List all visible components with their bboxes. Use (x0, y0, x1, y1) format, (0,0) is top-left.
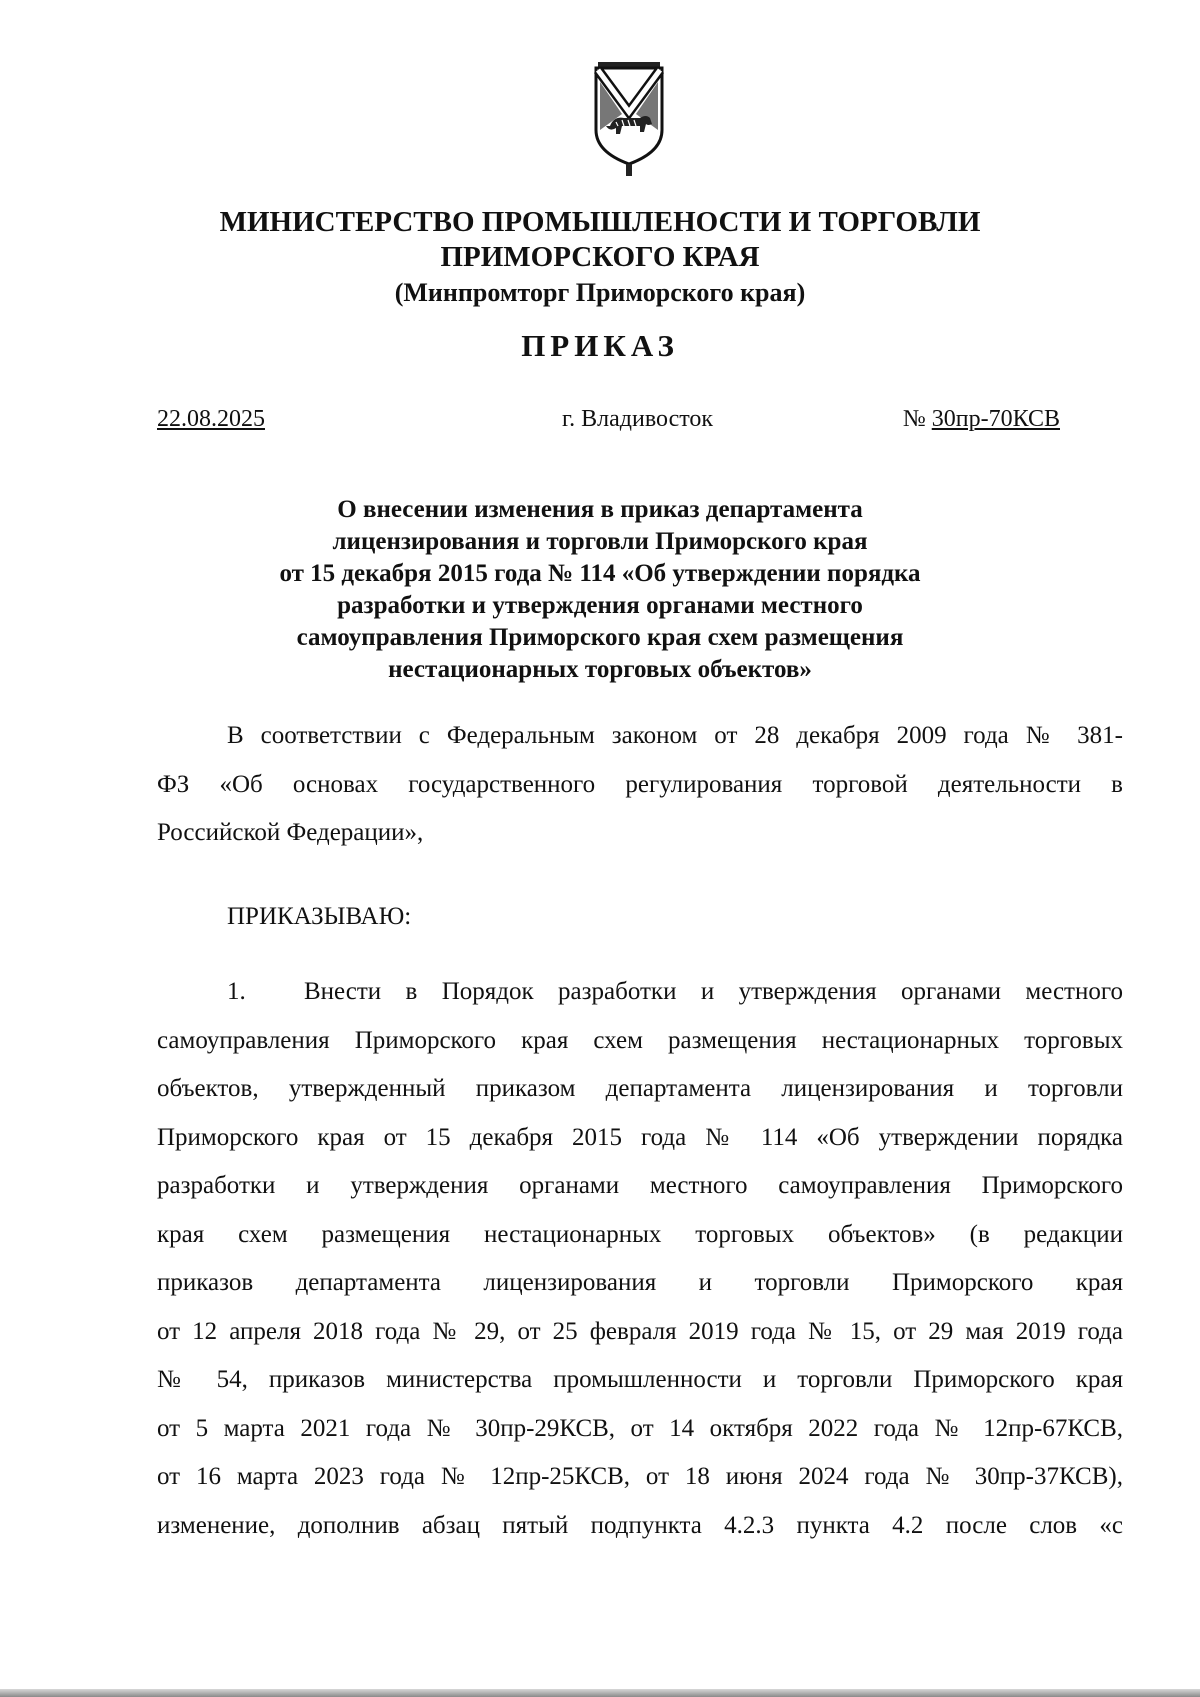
item-line: от 16 марта 2023 года № 12пр-25КСВ, от 18 июня 2024 года № 30пр-37КСВ), (157, 1463, 1123, 1490)
document-subject (0, 494, 1200, 686)
preamble-line: Российской Федерации», (157, 819, 424, 846)
scan-bottom-edge (0, 1689, 1200, 1697)
item-number: 1. (227, 978, 246, 1005)
subject-line: лицензирования и торговли Приморского края (332, 528, 868, 555)
item-line: № 54, приказов министерства промышленности и торговли Приморского края (157, 1366, 1123, 1393)
subject-line: разработки и утверждения органами местного (337, 592, 863, 619)
preamble-line: ФЗ «Об основах государственного регулирования торговой деятельности в (157, 770, 1123, 798)
subject-line: самоуправления Приморского края схем размещения (296, 624, 904, 651)
ministry-line-1: МИНИСТЕРСТВО ПРОМЫШЛЕНОСТИ И ТОРГОВЛИ (219, 206, 981, 238)
document-type-title: ПРИКАЗ (521, 328, 679, 363)
item-line: от 12 апреля 2018 года № 29, от 25 февраля 2019 года № 15, от 29 мая 2019 года (157, 1317, 1123, 1345)
coat-of-arms-icon (592, 60, 666, 178)
document-number (903, 406, 1060, 433)
document-date: 22.08.2025 (157, 406, 265, 432)
number-value: 30пр-70КСВ (931, 406, 1060, 432)
item-line: изменение, дополнив абзац пятый подпункта 4.2.3 пункта 4.2 после слов «с (157, 1511, 1123, 1539)
subject-line: нестационарных торговых объектов» (388, 656, 812, 683)
item-line: самоуправления Приморского края схем размещения нестационарных торговых (157, 1026, 1123, 1054)
item-line: края схем размещения нестационарных торговых объектов» (в редакции (157, 1220, 1123, 1248)
number-prefix: № (902, 406, 932, 432)
preamble-paragraph (157, 712, 1123, 858)
subject-line: О внесении изменения в приказ департамента (337, 496, 863, 523)
document-meta-row (157, 406, 1060, 436)
item-line: от 5 марта 2021 года № 30пр-29КСВ, от 14 октября 2022 года № 12пр-67КСВ, (157, 1414, 1123, 1442)
item-line: объектов, утвержденный приказом департамента лицензирования и торговли (157, 1075, 1123, 1102)
order-word-paragraph (157, 893, 1123, 942)
order-word: ПРИКАЗЫВАЮ: (227, 903, 412, 930)
item-1-paragraph (157, 968, 1123, 1550)
item-line: Приморского края от 15 декабря 2015 года № 114 «Об утверждении порядка (157, 1123, 1123, 1151)
item-line: разработки и утверждения органами местного самоуправления Приморского (157, 1172, 1123, 1199)
subject-line: от 15 декабря 2015 года № 114 «Об утверждении порядка (279, 560, 921, 587)
document-city: г. Владивосток (562, 406, 714, 432)
item-1-first-line (157, 968, 1123, 1017)
item-line: приказов департамента лицензирования и торговли Приморского края (157, 1269, 1123, 1296)
ministry-abbreviation: (Минпромторг Приморского края) (394, 278, 806, 307)
ministry-header (0, 205, 1200, 310)
ministry-line-2: ПРИМОРСКОГО КРАЯ (440, 241, 760, 273)
item-line: Внести в Порядок разработки и утверждения органами местного (304, 978, 1123, 1005)
preamble-line: В соответствии с Федеральным законом от 28 декабря 2009 года № 381- (227, 722, 1123, 749)
